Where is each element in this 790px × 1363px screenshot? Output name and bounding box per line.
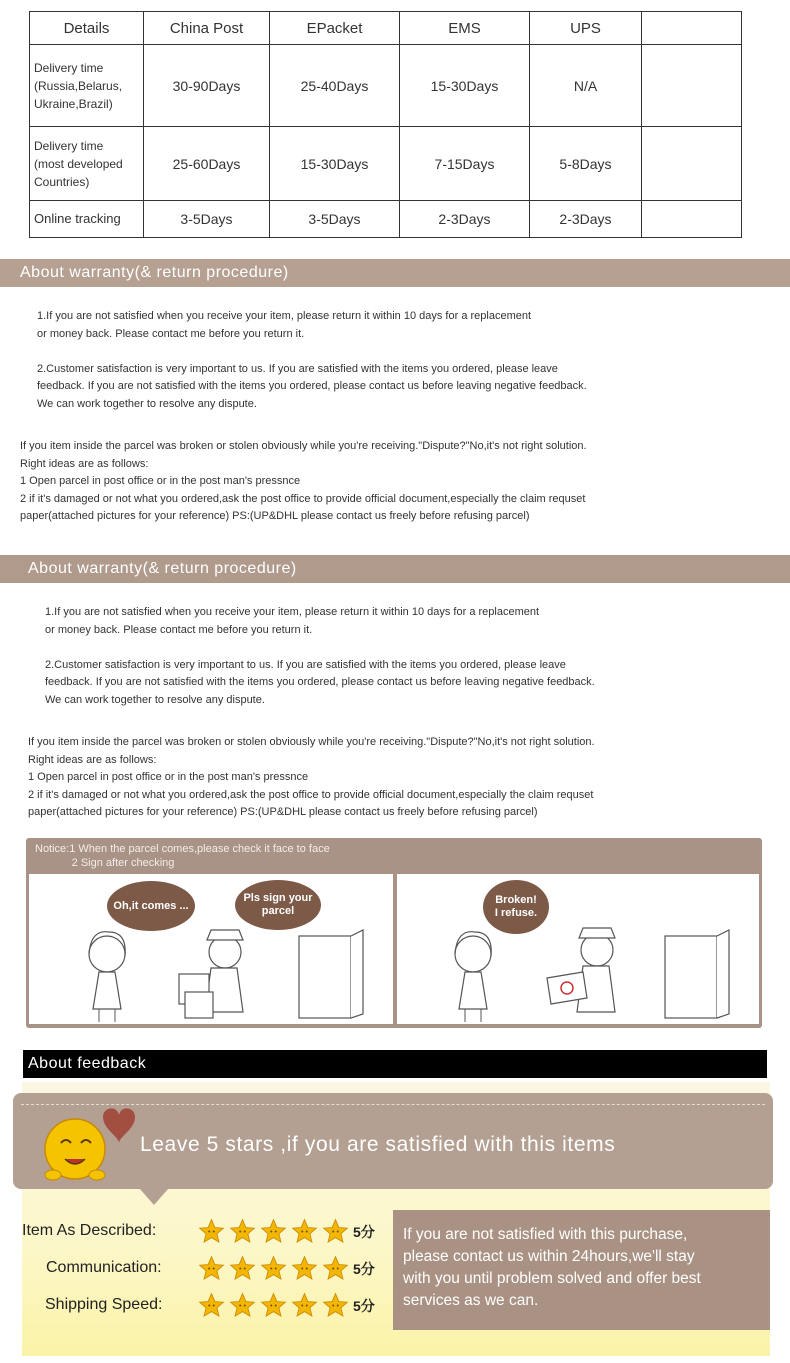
rating-label-shipping-speed: Shipping Speed: <box>45 1296 163 1313</box>
table-header-row <box>30 12 742 45</box>
star-icon <box>229 1218 256 1245</box>
table-cell <box>642 127 742 201</box>
table-row <box>30 201 742 238</box>
table-cell: 15-30Days <box>400 45 530 127</box>
rating-score: 5分 <box>353 1223 375 1240</box>
table-cell: 15-30Days <box>270 127 400 201</box>
header-cell: China Post <box>144 12 270 45</box>
table-cell: 25-60Days <box>144 127 270 201</box>
star-icon <box>322 1292 349 1319</box>
speech-bubble: Broken! I refuse. <box>483 880 549 934</box>
table-cell: 30-90Days <box>144 45 270 127</box>
table-cell: 3-5Days <box>270 201 400 238</box>
star-icon <box>260 1255 287 1282</box>
smiley-heart-icon <box>31 1097 141 1189</box>
bubble-tail <box>140 1189 168 1205</box>
notice-text: Notice:1 When the parcel comes,please check it face to face 2 Sign after checking <box>35 843 330 869</box>
table-cell <box>642 201 742 238</box>
rating-label-communication: Communication: <box>46 1259 162 1276</box>
leave-stars-box <box>13 1093 773 1189</box>
header-cell: EPacket <box>270 12 400 45</box>
rating-stars-row <box>198 1292 375 1319</box>
warranty-banner: About warranty(& return procedure) <box>0 259 790 287</box>
rating-score: 5分 <box>353 1260 375 1277</box>
star-icon <box>229 1292 256 1319</box>
star-icon <box>322 1218 349 1245</box>
rating-stars-row <box>198 1255 375 1282</box>
star-icon <box>198 1255 225 1282</box>
parcel-instructions-text: If you item inside the parcel was broken or stolen obviously while you're receiving."Dispute?"No,it's not right solution. Right ideas are as follows: 1 Open parcel in post office or in the post man's pressnce 2 if it's damaged or not what you ordered,ask the post office to provide official document,especially the claim requset paper(attached pictures for your reference) PS:(UP&DHL please contact us freely before refusing parcel) <box>20 440 587 522</box>
star-icon <box>260 1218 287 1245</box>
table-cell <box>642 45 742 127</box>
header-cell: Details <box>30 12 144 45</box>
table-row <box>30 45 742 127</box>
rating-stars-row <box>198 1218 375 1245</box>
parcel-instructions-text: If you item inside the parcel was broken or stolen obviously while you're receiving."Dispute?"No,it's not right solution. Right ideas are as follows: 1 Open parcel in post office or in the post man's pressnce 2 if it's damaged or not what you ordered,ask the post office to provide official document,especially the claim requset paper(attached pictures for your reference) PS:(UP&DHL please contact us freely before refusing parcel) <box>28 736 595 818</box>
table-cell: 2-3Days <box>400 201 530 238</box>
illustration-receive-parcel <box>29 874 393 1024</box>
warranty-banner: About warranty(& return procedure) <box>0 555 790 583</box>
header-cell <box>642 12 742 45</box>
rating-label-item-described: Item As Described: <box>22 1222 157 1239</box>
star-icon <box>198 1292 225 1319</box>
notice-box <box>26 838 762 1028</box>
star-icon <box>291 1255 318 1282</box>
cartoon-refuse-image <box>397 874 759 1024</box>
table-cell: 2-3Days <box>530 201 642 238</box>
leave-stars-text: Leave 5 stars ,if you are satisfied with this items <box>140 1133 616 1156</box>
table-cell: 25-40Days <box>270 45 400 127</box>
header-cell: UPS <box>530 12 642 45</box>
star-icon <box>198 1218 225 1245</box>
row-label: Online tracking <box>30 201 144 238</box>
row-label: Delivery time (Russia,Belarus, Ukraine,Brazil) <box>30 45 144 127</box>
star-icon <box>229 1255 256 1282</box>
illustration-refuse-parcel <box>397 874 759 1024</box>
warranty-policy-text: 1.If you are not satisfied when you receive your item, please return it within 10 days for a replacement or money back. Please contact me before you return it. 2.Customer satisfaction is very important to us. If you are satisfied with the items you ordered, please leave feedback. If you are not satisfied with the items you ordered, please contact us before leaving negative feedback. We can work together to resolve any dispute. <box>37 310 587 410</box>
star-icon <box>260 1292 287 1319</box>
star-icon <box>322 1255 349 1282</box>
table-cell: 3-5Days <box>144 201 270 238</box>
table-cell: 5-8Days <box>530 127 642 201</box>
speech-bubble: Oh,it comes ... <box>107 881 195 931</box>
contact-us-text: If you are not satisfied with this purchase, please contact us within 24hours,we'll stay with you until problem solved and offer best services as we can. <box>393 1210 770 1330</box>
header-cell: EMS <box>400 12 530 45</box>
table-cell: N/A <box>530 45 642 127</box>
rating-score: 5分 <box>353 1297 375 1314</box>
feedback-banner: About feedback <box>23 1050 767 1078</box>
star-icon <box>291 1218 318 1245</box>
speech-bubble: Pls sign your parcel <box>235 880 321 930</box>
table-cell: 7-15Days <box>400 127 530 201</box>
cartoon-girl-postman-image <box>29 874 393 1024</box>
table-row <box>30 127 742 201</box>
shipping-table <box>29 11 742 238</box>
star-icon <box>291 1292 318 1319</box>
warranty-policy-text: 1.If you are not satisfied when you receive your item, please return it within 10 days for a replacement or money back. Please contact me before you return it. 2.Customer satisfaction is very important to us. If you are satisfied with the items you ordered, please leave feedback. If you are not satisfied with the items you ordered, please contact us before leaving negative feedback. We can work together to resolve any dispute. <box>45 606 595 706</box>
row-label: Delivery time (most developed Countries) <box>30 127 144 201</box>
